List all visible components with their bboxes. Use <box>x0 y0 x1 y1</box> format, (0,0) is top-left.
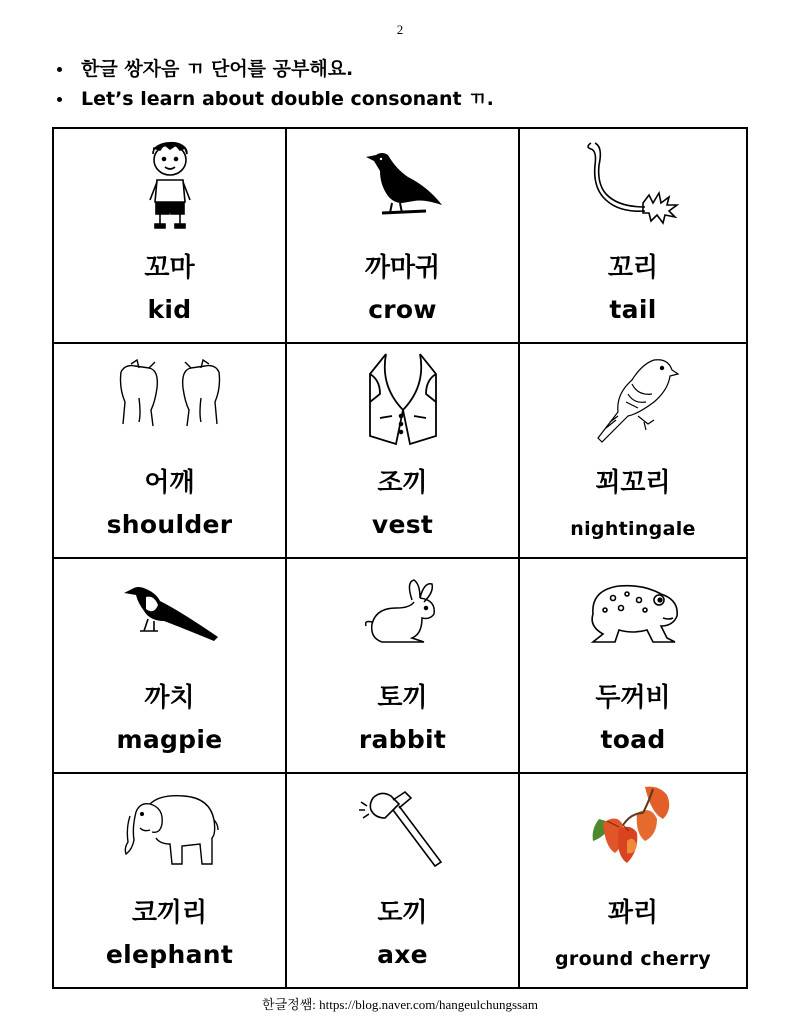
vest-icon <box>287 350 518 446</box>
word-card-magpie <box>54 559 287 774</box>
page-number: 2 <box>396 22 404 37</box>
ground-cherry-icon <box>520 780 746 876</box>
magpie-icon <box>54 565 285 661</box>
intro-list <box>55 54 494 114</box>
toad-icon <box>520 565 746 661</box>
word-english: axe <box>377 940 428 969</box>
crow-icon <box>287 135 518 231</box>
word-english: ground cherry <box>555 948 711 970</box>
word-korean: 어깨 <box>144 468 195 498</box>
word-english: kid <box>147 295 192 324</box>
word-korean: 꼬리 <box>607 253 659 283</box>
word-english: crow <box>368 295 437 324</box>
word-card-shoulder <box>54 344 287 559</box>
word-english: elephant <box>105 940 234 969</box>
word-card-tail <box>520 129 746 344</box>
tail-icon <box>520 135 746 231</box>
word-korean: 까치 <box>144 683 195 713</box>
footer-credit: 한글정쌤: https://blog.naver.com/hangeulchungssam <box>262 997 538 1012</box>
word-card-toad <box>520 559 746 774</box>
word-english: magpie <box>116 725 223 754</box>
word-grid <box>52 127 748 989</box>
word-card-vest <box>287 344 520 559</box>
nightingale-icon <box>520 350 746 446</box>
word-card-ground-cherry <box>520 774 746 987</box>
intro-korean: 한글 쌍자음 ㄲ 단어를 공부해요. <box>55 54 494 84</box>
word-korean: 꽈리 <box>607 898 659 928</box>
word-english: tail <box>609 295 657 324</box>
word-card-crow <box>287 129 520 344</box>
word-english: shoulder <box>106 510 233 539</box>
word-card-axe <box>287 774 520 987</box>
word-card-rabbit <box>287 559 520 774</box>
rabbit-icon <box>287 565 518 661</box>
word-english: toad <box>600 725 666 754</box>
word-korean: 토끼 <box>377 683 428 713</box>
word-korean: 조끼 <box>377 468 428 498</box>
word-card-elephant <box>54 774 287 987</box>
word-korean: 도끼 <box>377 898 428 928</box>
word-english: vest <box>371 510 434 539</box>
word-card-kid <box>54 129 287 344</box>
word-english: rabbit <box>358 725 447 754</box>
axe-icon <box>287 780 518 876</box>
word-korean: 까마귀 <box>364 253 441 283</box>
elephant-icon <box>54 780 285 876</box>
word-korean: 꾀꼬리 <box>595 468 671 498</box>
word-korean: 코끼리 <box>131 898 208 928</box>
word-card-nightingale <box>520 344 746 559</box>
shoulders-icon <box>54 350 285 446</box>
word-korean: 두꺼비 <box>595 683 671 713</box>
intro-english: Let’s learn about double consonant ㄲ. <box>55 84 494 114</box>
word-english: nightingale <box>570 518 696 540</box>
word-korean: 꼬마 <box>144 253 195 283</box>
boy-icon <box>54 135 285 231</box>
